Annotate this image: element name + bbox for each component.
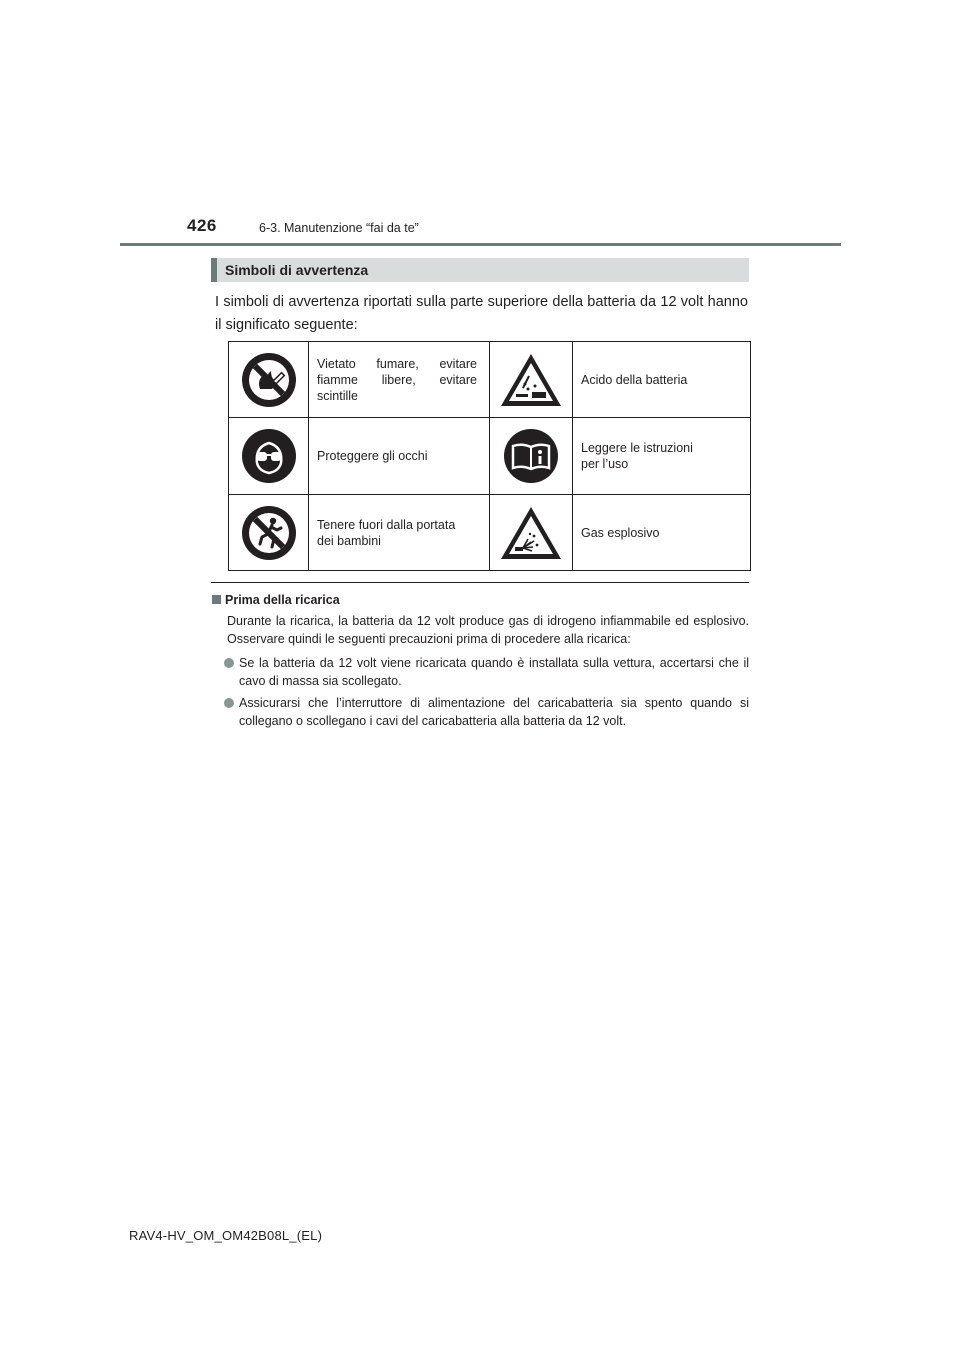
- list-item-text: Assicurarsi che l’interruttore di alimentazione del caricabatteria sia spento quando si collegano o scollegano i cavi del caricabatteria alla batteria da 12 volt.: [239, 696, 749, 728]
- symbol-cell: [490, 418, 573, 495]
- section-divider: [211, 582, 749, 583]
- symbol-cell: [490, 342, 573, 418]
- sub-heading-text: Prima della ricarica: [225, 593, 340, 607]
- symbol-cell: [490, 495, 573, 571]
- list-item: [224, 694, 749, 730]
- symbol-description: Acido della batteria: [573, 342, 751, 418]
- battery-acid-icon: [499, 352, 563, 408]
- symbol-cell: [229, 418, 309, 495]
- eye-protection-icon: [242, 429, 296, 483]
- table-row: [229, 495, 751, 571]
- section-title: 6-3. Manutenzione “fai da te”: [259, 221, 419, 235]
- explosive-gas-icon: [499, 505, 563, 561]
- symbol-cell: [229, 342, 309, 418]
- symbol-cell: [229, 495, 309, 571]
- symbol-description: Vietato fumare, evitare fiamme libere, evitare scintille: [309, 342, 490, 418]
- sub-heading: [212, 593, 340, 607]
- document-code: RAV4-HV_OM_OM42B08L_(EL): [129, 1228, 323, 1243]
- body-paragraph: Durante la ricarica, la batteria da 12 volt produce gas di idrogeno infiammabile ed esplosivo. Osservare quindi le seguenti precauzioni prima di procedere alla ricarica:: [227, 614, 749, 646]
- bullet-icon: [224, 658, 234, 668]
- table-row: [229, 418, 751, 495]
- no-smoking-no-flames-icon: [242, 353, 296, 407]
- symbol-description-line: Tenere fuori dalla portata: [317, 517, 456, 532]
- symbol-description: [573, 418, 751, 495]
- heading-accent: [211, 258, 217, 282]
- section-heading: [211, 258, 749, 282]
- list-item: [224, 654, 749, 690]
- symbol-description: Gas esplosivo: [573, 495, 751, 571]
- list-item-text: Se la batteria da 12 volt viene ricaricata quando è installata sulla vettura, accertarsi che il cavo di massa sia scollegato.: [239, 656, 749, 688]
- symbol-description-line: Leggere le istruzioni: [581, 441, 693, 455]
- symbol-description: Proteggere gli occhi: [309, 418, 490, 495]
- bullet-icon: [224, 698, 234, 708]
- intro-paragraph: I simboli di avvertenza riportati sulla parte superiore della batteria da 12 volt hanno il significato seguente:: [215, 294, 748, 333]
- symbol-description-line: per l’uso: [581, 457, 629, 471]
- heading-text: Simboli di avvertenza: [225, 262, 369, 278]
- table-row: [229, 342, 751, 418]
- warning-symbols-table: [228, 341, 751, 571]
- header-rule: [120, 243, 841, 246]
- read-instructions-icon: [504, 429, 558, 483]
- symbol-description: [309, 495, 490, 571]
- symbol-description-line: dei bambini: [317, 533, 381, 548]
- square-marker-icon: [212, 595, 221, 604]
- page-number: 426: [187, 216, 217, 235]
- keep-away-from-children-icon: [242, 506, 296, 560]
